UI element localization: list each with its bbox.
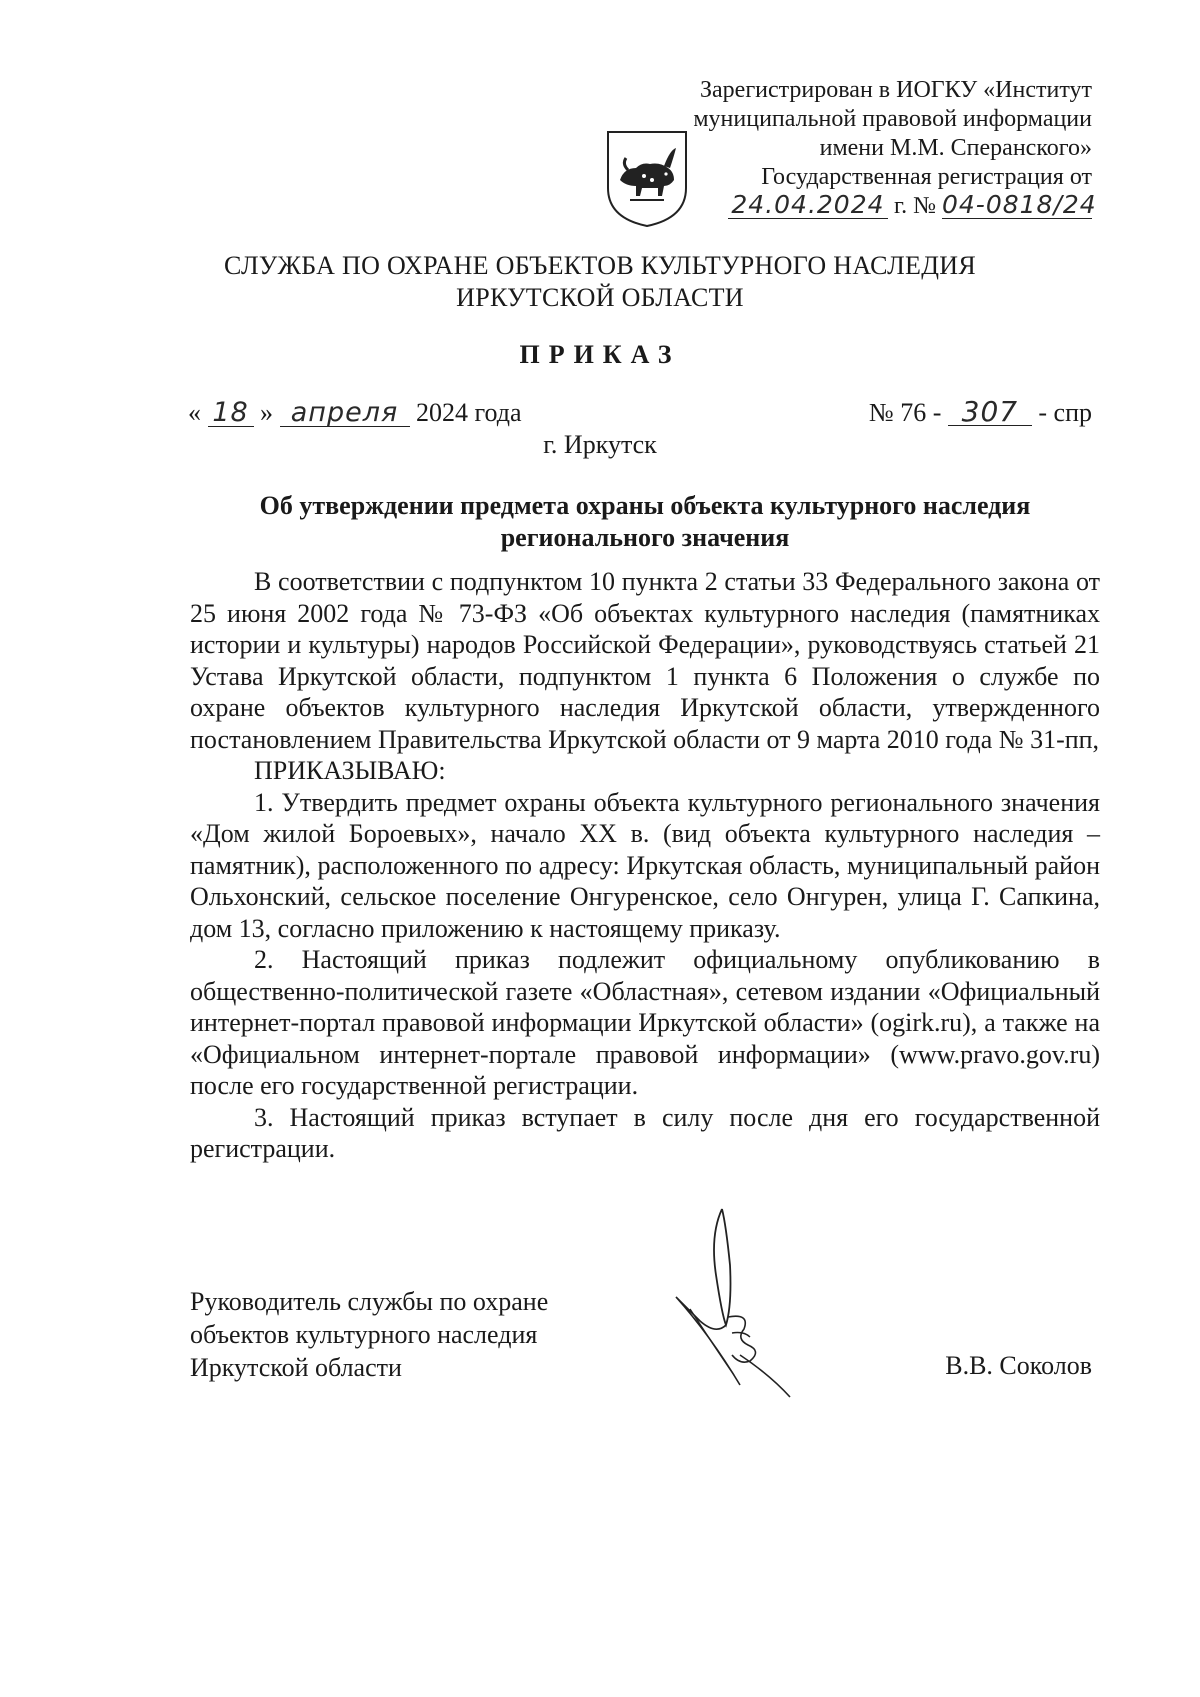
order-day: 18 (208, 400, 254, 427)
registration-line-1: Зарегистрирован в ИОГКУ «Институт (699, 77, 1092, 103)
order-city: г. Иркутск (543, 430, 657, 459)
order-body (190, 566, 1100, 1165)
registration-line-2: муниципальной правовой информации (693, 106, 1092, 132)
order-number (868, 395, 1092, 428)
order-number-value: 307 (948, 399, 1032, 426)
order-subject-line-1: Об утверждении предмета охраны объекта культурного наследия (259, 491, 1031, 520)
agency-name-line-2: ИРКУТСКОЙ ОБЛАСТИ (456, 283, 744, 312)
order-item-3: 3. Настоящий приказ вступает в силу после дня его государственной регистрации. (190, 1102, 1100, 1163)
order-date (188, 398, 522, 428)
registration-number-label: г. № (893, 193, 936, 219)
order-year: 2024 года (416, 398, 522, 427)
signatory-title-line-3: Иркутской области (190, 1353, 402, 1382)
registration-line-4: Государственная регистрация от (761, 164, 1092, 190)
date-close-quote: » (260, 398, 273, 427)
order-month: апреля (280, 400, 410, 427)
registration-line-3: имени М.М. Сперанского» (819, 135, 1092, 161)
order-item-2: 2. Настоящий приказ подлежит официальному опубликованию в общественно-политической газете «Областная», сетевом издании «Официальный интернет-портал правовой информации Иркутской области» (ogirk.ru), а также на «Официальном интернет-портале правовой информации» (www.pravo.gov.ru) после его государственной регистрации. (190, 945, 1100, 1100)
signatory-title (190, 1285, 548, 1384)
order-directive-word: ПРИКАЗЫВАЮ: (254, 756, 446, 785)
date-open-quote: « (188, 398, 201, 427)
order-number-prefix: № 76 - (868, 398, 942, 427)
agency-name-line-1: СЛУЖБА ПО ОХРАНЕ ОБЪЕКТОВ КУЛЬТУРНОГО НАСЛЕДИЯ (224, 251, 976, 280)
order-subject (190, 490, 1100, 554)
order-subject-line-2: регионального значения (500, 523, 790, 552)
order-item-1: 1. Утвердить предмет охраны объекта культурного регионального значения «Дом жилой Бороевых», начало XX в. (вид объекта культурного наследия – памятник), расположенного по адресу: Иркутская область, муниципальный район Ольхонский, сельское поселение Онгуренское, село Онгурен, улица Г. Сапкина, дом 13, согласно приложению к настоящему приказу. (190, 787, 1100, 943)
signatory-title-line-2: объектов культурного наследия (190, 1320, 538, 1349)
registration-date: 24.04.2024 (728, 192, 888, 219)
irkutsk-coat-of-arms-icon (604, 128, 690, 230)
signatory-name: В.В. Соколов (945, 1351, 1092, 1380)
handwritten-signature (670, 1205, 820, 1405)
registration-number: 04-0818/24 (942, 190, 1097, 219)
document-type: ПРИКАЗ (519, 340, 681, 369)
agency-name (0, 250, 1200, 314)
order-number-suffix: - спр (1038, 398, 1092, 427)
signatory-title-line-1: Руководитель службы по охране (190, 1287, 549, 1316)
order-preamble: В соответствии с подпунктом 10 пункта 2 статьи 33 Федерального закона от 25 июня 2002 года № 73-ФЗ «Об объектах культурного наследия (памятниках истории и культуры) народов Российской Федерации», руководствуясь статьей 21 Устава Иркутской области, подпунктом 1 пункта 6 Положения о службе по охране объектов культурного наследия Иркутской области, утвержденного постановлением Правительства Иркутской области от 9 марта 2010 года № 31-пп, (190, 567, 1100, 754)
